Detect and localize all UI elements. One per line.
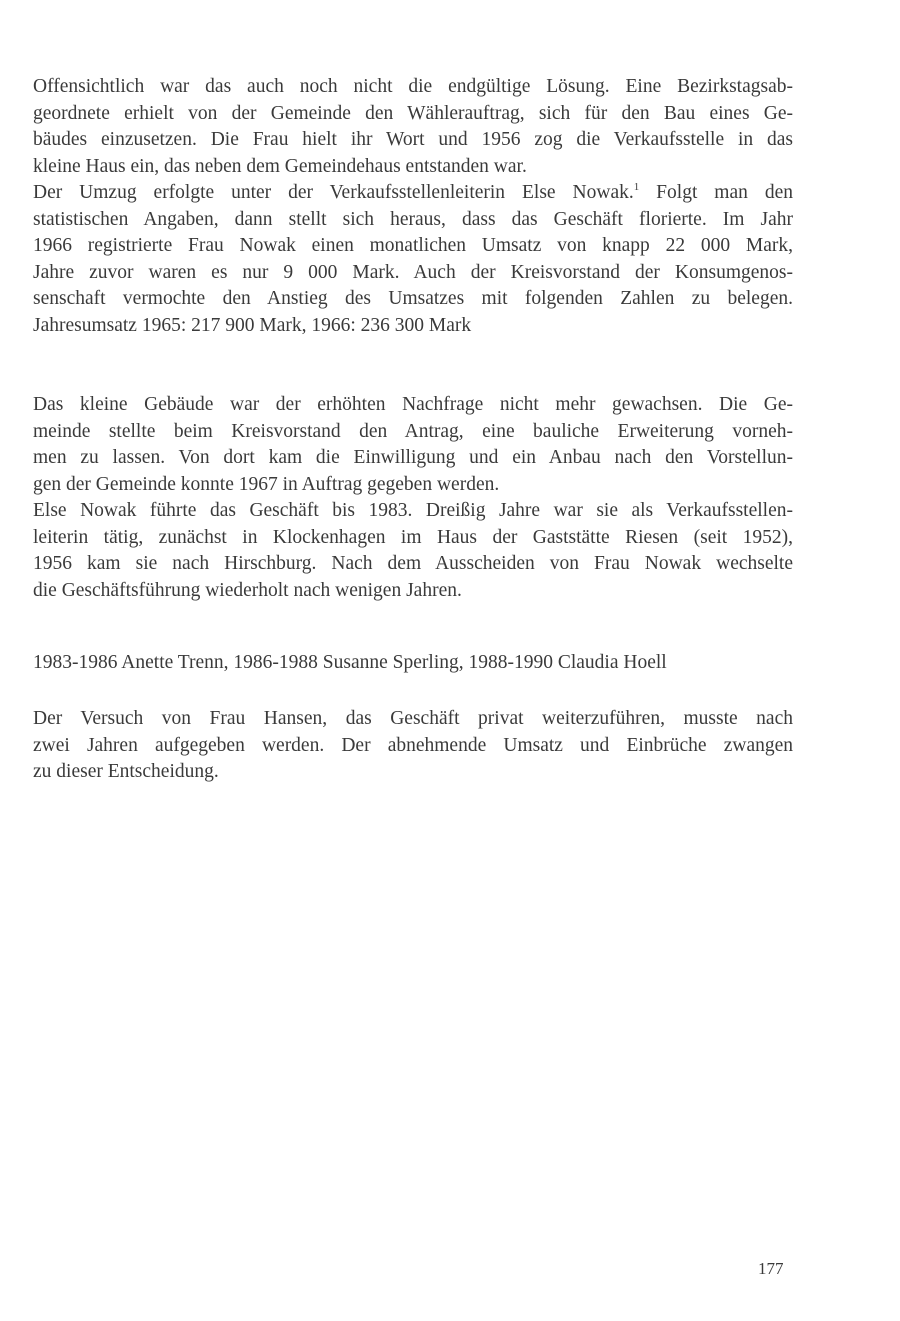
- text-line: men zu lassen. Von dort kam die Einwilligung und ein Anbau nach den Vorstellun-: [33, 447, 793, 469]
- page-number: 177: [758, 1259, 784, 1278]
- paragraph-5: [33, 650, 793, 677]
- text-line: die Geschäftsführung wiederholt nach wenigen Jahren.: [33, 579, 462, 601]
- text-line: 1966 registrierte Frau Nowak einen monatlichen Umsatz von knapp 22 000 Mark,: [33, 235, 793, 257]
- text-line: Offensichtlich war das auch noch nicht die endgültige Lösung. Eine Bezirkstagsab-: [33, 76, 793, 97]
- text-line: Jahresumsatz 1965: 217 900 Mark, 1966: 236 300 Mark: [33, 314, 472, 336]
- paragraph-1: [33, 74, 793, 180]
- text-segment: Folgt man den: [639, 182, 793, 203]
- text-line: [33, 180, 793, 207]
- paragraph-4: [33, 498, 793, 604]
- text-line: zu dieser Entscheidung.: [33, 761, 219, 783]
- paragraph-3: [33, 392, 793, 498]
- text-line: Else Nowak führte das Geschäft bis 1983. Dreißig Jahre war sie als Verkaufsstellen-: [33, 500, 793, 521]
- paragraph-6: [33, 706, 793, 786]
- text-line: 1983-1986 Anette Trenn, 1986-1988 Susanne Sperling, 1988-1990 Claudia Hoell: [33, 652, 667, 673]
- text-line: 1956 kam sie nach Hirschburg. Nach dem Ausscheiden von Frau Nowak wechselte: [33, 553, 793, 575]
- text-line: zwei Jahren aufgegeben werden. Der abnehmende Umsatz und Einbrüche zwangen: [33, 734, 793, 756]
- text-line: meinde stellte beim Kreisvorstand den Antrag, eine bauliche Erweiterung vorneh-: [33, 420, 793, 442]
- text-line: leiterin tätig, zunächst in Klockenhagen im Haus der Gaststätte Riesen (seit 1952),: [33, 526, 793, 548]
- text-line: gen der Gemeinde konnte 1967 in Auftrag gegeben werden.: [33, 473, 500, 495]
- paragraph-2: [33, 180, 793, 340]
- text-line: Der Versuch von Frau Hansen, das Geschäft privat weiterzuführen, musste nach: [33, 708, 793, 729]
- text-line: Das kleine Gebäude war der erhöhten Nachfrage nicht mehr gewachsen. Die Ge-: [33, 394, 793, 415]
- text-line: Jahre zuvor waren es nur 9 000 Mark. Auch der Kreisvorstand der Konsumgenos-: [33, 261, 793, 283]
- text-line: bäudes einzusetzen. Die Frau hielt ihr Wort und 1956 zog die Verkaufsstelle in das: [33, 129, 793, 151]
- text-line: senschaft vermochte den Anstieg des Umsatzes mit folgenden Zahlen zu belegen.: [33, 288, 793, 310]
- text-line: statistischen Angaben, dann stellt sich heraus, dass das Geschäft florierte. Im Jahr: [33, 208, 793, 230]
- text-segment: Der Umzug erfolgte unter der Verkaufsstellenleiterin Else Nowak.: [33, 182, 634, 203]
- footnote-ref: 1: [633, 181, 640, 193]
- text-line: geordnete erhielt von der Gemeinde den Wählerauftrag, sich für den Bau eines Ge-: [33, 102, 793, 124]
- text-line: kleine Haus ein, das neben dem Gemeindehaus entstanden war.: [33, 155, 527, 177]
